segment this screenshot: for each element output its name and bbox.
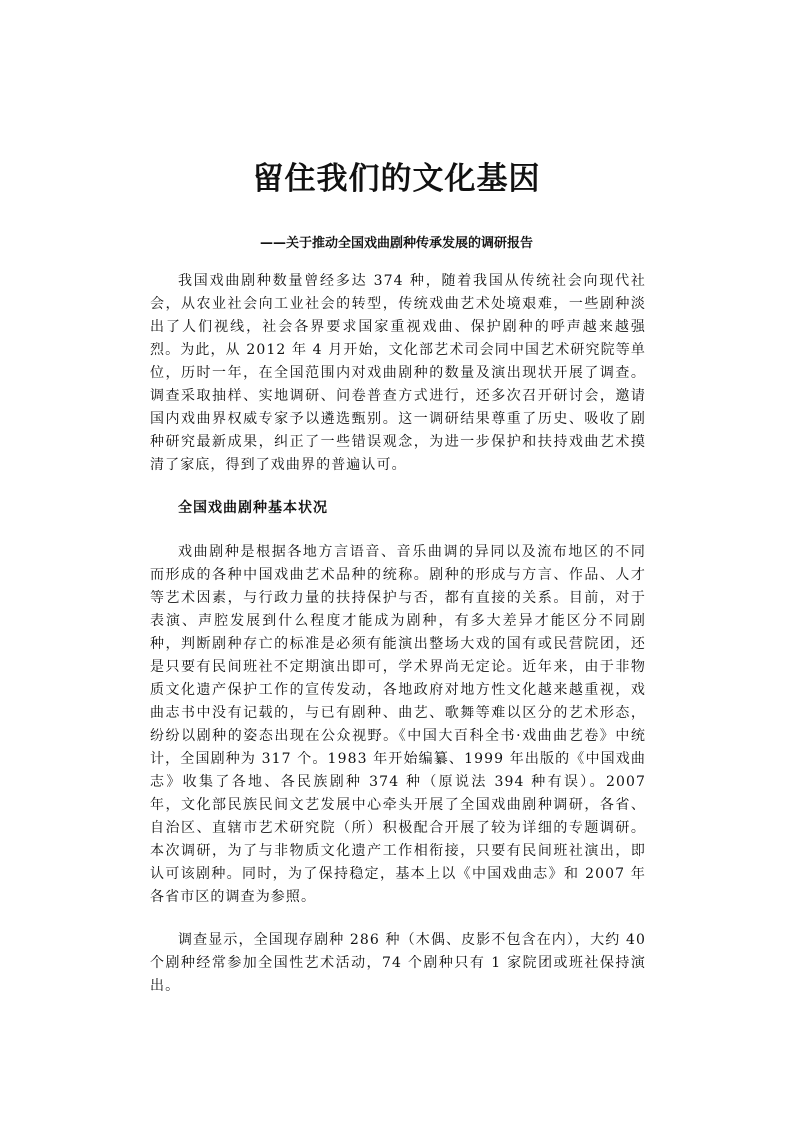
document-body	[150, 270, 646, 998]
document-title: 留住我们的文化基因	[252, 161, 541, 197]
paragraph-intro: 我国戏曲剧种数量曾经多达 374 种，随着我国从传统社会向现代社会，从农业社会向工业社会的转型，传统戏曲艺术处境艰难，一些剧种淡出了人们视线，社会各界要求国家重视戏曲、保护剧种的呼声越来越强烈。为此，从 2012 年 4 月开始，文化部艺术司会同中国艺术研究院等单位，历时一年，在全国范围内对戏曲剧种的数量及演出现状开展了调查。调查采取抽样、实地调研、问卷普查方式进行，还多次召开研讨会，邀请国内戏曲界权威专家予以遴选甄别。这一调研结果尊重了历史、吸收了剧种研究最新成果，纠正了一些错误观念，为进一步保护和扶持戏曲艺术摸清了家底，得到了戏曲界的普遍认可。	[150, 273, 646, 473]
document-subtitle: ——关于推动全国戏曲剧种传承发展的调研报告	[259, 236, 533, 251]
paragraph-definition: 戏曲剧种是根据各地方言语音、音乐曲调的异同以及流布地区的不同而形成的各种中国戏曲艺术品种的统称。剧种的形成与方言、作品、人才等艺术因素，与行政力量的扶持保护与否，都有直接的关系。目前，对于表演、声腔发展到什么程度才能成为剧种，有多大差异才能区分不同剧种，判断剧种存亡的标准是必须有能演出整场大戏的国有或民营院团，还是只要有民间班社不定期演出即可，学术界尚无定论。近年来，由于非物质文化遗产保护工作的宣传发动，各地政府对地方性文化越来越重视，戏曲志书中没有记载的，与已有剧种、曲艺、歌舞等难以区分的艺术形态，纷纷以剧种的姿态出现在公众视野。《中国大百科全书·戏曲曲艺卷》中统计，全国剧种为 317 个。1983 年开始编纂、1999 年出版的《中国戏曲志》收集了各地、各民族剧种 374 种（原说法 394 种有误）。2007 年，文化部民族民间文艺发展中心牵头开展了全国戏曲剧种调研，各省、自治区、直辖市艺术研究院（所）积极配合开展了较为详细的专题调研。本次调研，为了与非物质文化遗产工作相衔接，只要有民间班社演出，即认可该剧种。同时，为了保持稳定，基本上以《中国戏曲志》和 2007 年各省市区的调查为参照。	[150, 544, 646, 905]
section-heading: 全国戏曲剧种基本状况	[178, 500, 328, 516]
paragraph-survey-result: 调查显示，全国现存剧种 286 种（木偶、皮影不包含在内），大约 40 个剧种经常参加全国性艺术活动，74 个剧种只有 1 家院团或班社保持演出。	[150, 932, 646, 994]
